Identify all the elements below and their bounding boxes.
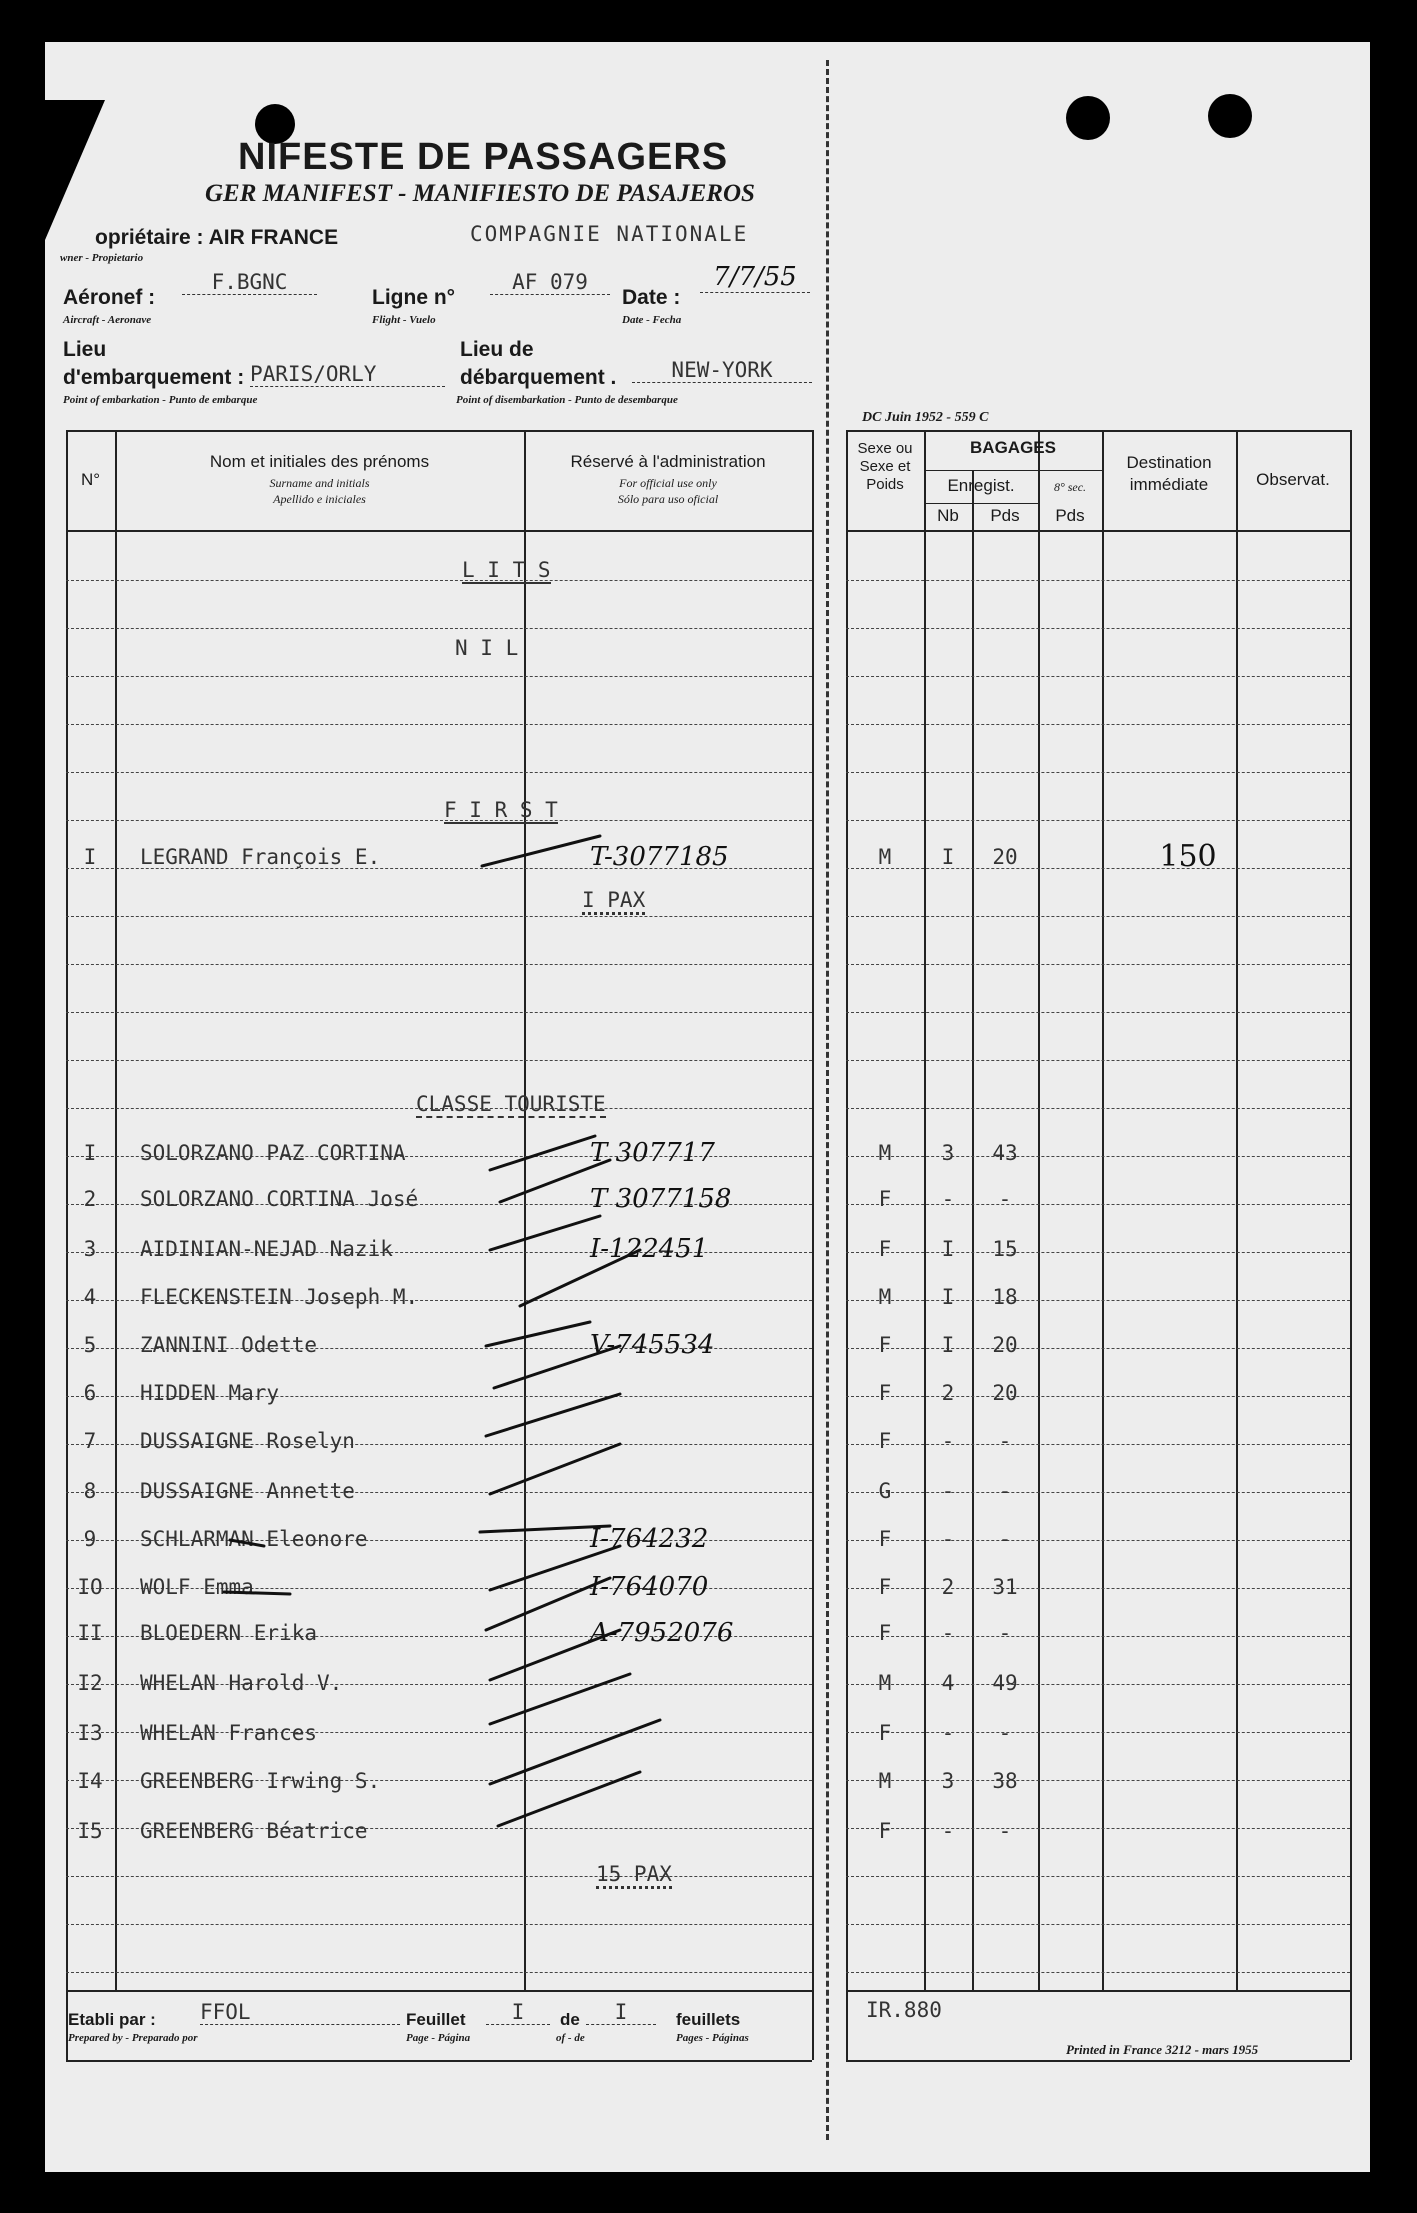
form-code: DC Juin 1952 - 559 C [862, 410, 989, 425]
row-number: 2 [83, 1187, 97, 1211]
col-header-observ: Observat. [1256, 470, 1330, 489]
sex: M [878, 1671, 892, 1695]
check-mark [486, 1394, 620, 1436]
col-header-name-sub2: Apellido e iniciales [273, 492, 366, 506]
bag-count: - [941, 1187, 955, 1211]
ticket-number: T-3077185 [590, 842, 729, 872]
bag-weight: - [998, 1187, 1012, 1211]
row-number: 9 [83, 1527, 97, 1551]
col-header-admin-sub2: Sólo para uso oficial [617, 492, 719, 506]
passenger-name: FLECKENSTEIN Joseph M. [140, 1285, 419, 1309]
check-mark [494, 1346, 620, 1388]
bag-count: - [941, 1429, 955, 1453]
row-number: I2 [77, 1671, 103, 1695]
col-header-sex: Sexe ou Sexe et Poids [857, 440, 913, 493]
disembark-value: NEW-YORK [632, 358, 812, 383]
bag-weight: 31 [992, 1575, 1018, 1599]
row-number: 3 [83, 1237, 97, 1261]
row-number: 7 [83, 1429, 97, 1453]
col-header-admin: Réservé à l'administration [570, 452, 766, 471]
flight-sublabel: Flight - Vuelo [372, 314, 436, 326]
sheet-value: I [486, 2000, 550, 2025]
bag-weight: - [998, 1429, 1012, 1453]
check-mark [480, 1526, 610, 1532]
sex: F [878, 1721, 892, 1745]
row-number: I [83, 1141, 97, 1165]
pages-sublabel: Pages - Páginas [676, 2032, 749, 2044]
section-touriste-count: 15 PAX [596, 1862, 672, 1889]
row-number: 4 [83, 1285, 97, 1309]
bag-count: - [941, 1527, 955, 1551]
date-value: 7/7/55 [700, 262, 810, 293]
sex: M [878, 1141, 892, 1165]
page-subtitle: GER MANIFEST - MANIFIESTO DE PASAJEROS [205, 180, 755, 207]
sex: F [878, 1819, 892, 1843]
row-number: II [77, 1621, 103, 1645]
row-number: I4 [77, 1769, 103, 1793]
sheet-sublabel: Page - Página [406, 2032, 471, 2044]
ticket-number: T 3077158 [590, 1184, 732, 1214]
aircraft-label: Aéronef : [63, 286, 156, 309]
owner-value: COMPAGNIE NATIONALE [470, 222, 749, 246]
passenger-name: HIDDEN Mary [140, 1381, 280, 1405]
prepared-value: FFOL [200, 2000, 400, 2025]
prepared-sublabel: Prepared by - Preparado por [68, 2032, 198, 2044]
sex: F [878, 1333, 892, 1357]
bag-weight: - [998, 1479, 1012, 1503]
sheet-label: Feuillet [406, 2010, 466, 2029]
aircraft-sublabel: Aircraft - Aeronave [63, 314, 152, 326]
check-mark [520, 1250, 640, 1306]
col-header-name-sub1: Surname and initials [269, 476, 370, 490]
col-header-bagages: BAGAGES [970, 438, 1056, 457]
sex: G [878, 1479, 892, 1503]
passenger-name: SCHLARMAN Eleonore [140, 1527, 368, 1551]
bag-count: 2 [941, 1575, 955, 1599]
ticket-number: I-764070 [590, 1572, 709, 1602]
bag-count: I [941, 1333, 955, 1357]
bag-count: 2 [941, 1381, 955, 1405]
bag-weight: - [998, 1527, 1012, 1551]
strike-through [230, 1540, 264, 1546]
col-header-admin-sub1: For official use only [619, 476, 717, 490]
bag-count: - [941, 1621, 955, 1645]
row-number: I5 [77, 1819, 103, 1843]
of-label: de [560, 2010, 580, 2029]
col-header-enregist: Enregist. [947, 476, 1015, 495]
section-first: F I R S T [444, 798, 558, 822]
col-header-name: Nom et initiales des prénoms [209, 452, 430, 471]
check-mark [490, 1136, 595, 1170]
reference-number: IR.880 [866, 1998, 942, 2022]
sex: M [878, 1769, 892, 1793]
row-number: I3 [77, 1721, 103, 1745]
col-header-no: N° [80, 470, 101, 489]
embark-sublabel: Point of embarkation - Punto de embarque [63, 394, 258, 406]
section-nil: N I L [455, 636, 519, 660]
passenger-name: BLOEDERN Erika [140, 1621, 318, 1645]
sex: F [878, 1187, 892, 1211]
embark-label-line2: d'embarquement : [63, 366, 245, 389]
check-mark [486, 1322, 590, 1346]
passenger-name: WOLF Emma [140, 1575, 254, 1599]
section-first-count: I PAX [582, 888, 645, 915]
bag-weight: - [998, 1621, 1012, 1645]
passenger-name: DUSSAIGNE Roselyn [140, 1429, 355, 1453]
check-mark [500, 1160, 610, 1202]
bag-weight: 15 [992, 1237, 1018, 1261]
embark-label-line1: Lieu [63, 338, 107, 361]
passenger-name: AIDINIAN-NEJAD Nazik [140, 1237, 393, 1261]
sex: F [878, 1381, 892, 1405]
passenger-name: LEGRAND François E. [140, 845, 381, 869]
row-number: IO [77, 1575, 103, 1599]
check-mark [490, 1630, 620, 1680]
owner-sublabel: wner - Propietario [60, 252, 144, 264]
check-mark [490, 1674, 630, 1724]
section-touriste: CLASSE TOURISTE [416, 1092, 606, 1116]
embark-value: PARIS/ORLY [250, 362, 445, 387]
sex: F [878, 1429, 892, 1453]
sex: F [878, 1621, 892, 1645]
col-header-nb: Nb [937, 506, 959, 525]
row-number: I [83, 845, 97, 869]
passenger-name: SOLORZANO PAZ CORTINA [140, 1141, 406, 1165]
sex: M [878, 1285, 892, 1309]
bag-count: I [941, 1285, 955, 1309]
strike-through [224, 1592, 290, 1594]
sex: M [878, 845, 892, 869]
passenger-name: ZANNINI Odette [140, 1333, 318, 1357]
bag-count: - [941, 1819, 955, 1843]
bag-weight: 38 [992, 1769, 1018, 1793]
sex: F [878, 1527, 892, 1551]
bag-weight: 43 [992, 1141, 1018, 1165]
pages-label: feuillets [676, 2010, 741, 2029]
destination-value: 150 [1159, 839, 1217, 874]
check-mark [498, 1772, 640, 1826]
printed-note: Printed in France 3212 - mars 1955 [1066, 2042, 1259, 2057]
bag-count: - [941, 1721, 955, 1745]
section-lits: L I T S [462, 558, 551, 582]
bag-weight: 20 [992, 1333, 1018, 1357]
bag-weight: 49 [992, 1671, 1018, 1695]
passenger-name: WHELAN Frances [140, 1721, 318, 1745]
bag-count: 3 [941, 1141, 955, 1165]
ticket-number: V-745534 [590, 1330, 715, 1360]
row-number: 6 [83, 1381, 97, 1405]
aircraft-value: F.BGNC [182, 270, 317, 295]
of-value: I [586, 2000, 656, 2025]
check-mark [490, 1216, 600, 1250]
bag-count: - [941, 1479, 955, 1503]
bag-weight: 20 [992, 1381, 1018, 1405]
passenger-name: DUSSAIGNE Annette [140, 1479, 355, 1503]
disembark-label-line2: débarquement . [460, 366, 617, 389]
bag-weight: - [998, 1819, 1012, 1843]
col-header-pds2: Pds [1055, 506, 1085, 525]
passenger-name: WHELAN Harold V. [140, 1671, 343, 1695]
col-header-supp: 8° sec. [1053, 480, 1087, 494]
passenger-name: GREENBERG Irwing S. [140, 1769, 381, 1793]
ticket-number: I-122451 [590, 1234, 709, 1264]
date-sublabel: Date - Fecha [622, 314, 682, 326]
bag-count: 3 [941, 1769, 955, 1793]
passenger-name: SOLORZANO CORTINA José [140, 1187, 419, 1211]
passenger-name: GREENBERG Béatrice [140, 1819, 368, 1843]
sex: F [878, 1575, 892, 1599]
owner-label: opriétaire : AIR FRANCE [95, 226, 339, 249]
date-label: Date : [622, 286, 681, 309]
page-title: NIFESTE DE PASSAGERS [238, 136, 729, 178]
check-mark [490, 1444, 620, 1494]
disembark-label-line1: Lieu de [460, 338, 534, 361]
row-number: 8 [83, 1479, 97, 1503]
bag-count: 4 [941, 1671, 955, 1695]
sex: F [878, 1237, 892, 1261]
col-header-destination: Destination immédiate [1126, 453, 1212, 494]
of-sublabel: of - de [556, 2032, 585, 2044]
disembark-sublabel: Point of disembarkation - Punto de desembarque [456, 394, 678, 406]
bag-count: I [941, 845, 955, 869]
check-mark [482, 836, 600, 866]
prepared-label: Etabli par : [68, 2010, 156, 2029]
bag-count: I [941, 1237, 955, 1261]
col-header-pds: Pds [990, 506, 1020, 525]
bag-weight: - [998, 1721, 1012, 1745]
ticket-number: I-764232 [590, 1524, 709, 1554]
bag-weight: 18 [992, 1285, 1018, 1309]
flight-label: Ligne n° [372, 286, 456, 309]
row-number: 5 [83, 1333, 97, 1357]
bag-weight: 20 [992, 845, 1018, 869]
ticket-number: T 307717 [590, 1138, 715, 1168]
flight-value: AF 079 [490, 270, 610, 295]
ticket-number: A-7952076 [590, 1618, 734, 1648]
